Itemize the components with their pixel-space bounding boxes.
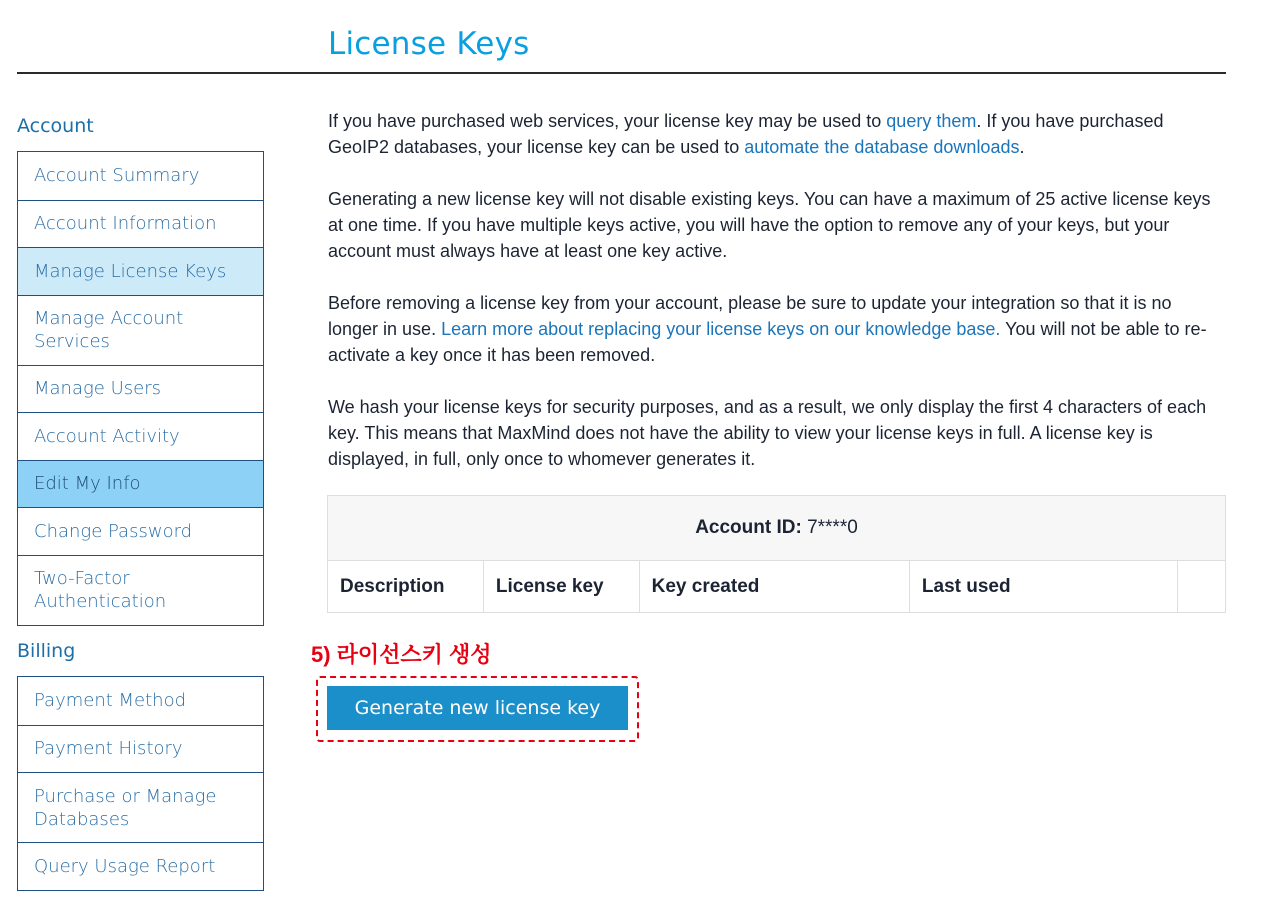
page-title: License Keys xyxy=(328,26,530,62)
sidebar-item-two-factor-authentication[interactable]: Two-Factor Authentication xyxy=(18,555,263,625)
sidebar-account-nav xyxy=(17,151,264,626)
remove-text-2: You will not be able to re-activate a key once it has been removed. xyxy=(328,319,1207,365)
account-id-row xyxy=(328,496,1226,561)
sidebar-item-edit-my-info[interactable]: Edit My Info xyxy=(18,460,263,508)
license-keys-description xyxy=(328,108,1226,498)
sidebar-item-payment-history[interactable]: Payment History xyxy=(18,725,263,773)
generate-info-paragraph: Generating a new license key will not disable existing keys. You can have a maximum of 25 active license keys at one time. If you have multiple keys active, you will have the option to remove any of your keys, but your account must always have at least one key active. xyxy=(328,189,1211,261)
column-header-license-key: License key xyxy=(483,561,639,613)
license-keys-table xyxy=(327,495,1226,613)
annotation-label: 5) 라이선스키 생성 xyxy=(311,642,492,667)
remove-text-1: Before removing a license key from your account, please be sure to update your integration so that it is no longer in use. xyxy=(328,293,1172,339)
sidebar-item-payment-method[interactable]: Payment Method xyxy=(34,690,187,712)
account-id-value: 7****0 xyxy=(807,517,858,538)
column-header-key-created: Key created xyxy=(639,561,909,613)
intro-text-3: . xyxy=(1019,137,1025,157)
intro-text-1: If you have purchased web services, your license key may be used to xyxy=(328,111,887,131)
sidebar-heading-billing: Billing xyxy=(17,640,76,662)
hash-info-paragraph: We hash your license keys for security purposes, and as a result, we only display the first 4 characters of each key. This means that MaxMind does not have the ability to view your license keys in full. A license key is displayed, in full, only once to whomever generates it. xyxy=(328,397,1207,469)
sidebar-item-account-information[interactable]: Account Information xyxy=(18,200,263,248)
sidebar-item-manage-license-keys[interactable]: Manage License Keys xyxy=(18,247,263,295)
title-divider xyxy=(17,72,1226,74)
automate-downloads-link[interactable]: automate the database downloads xyxy=(744,137,1020,157)
sidebar-item-account-activity[interactable]: Account Activity xyxy=(18,412,263,460)
table-header-row xyxy=(328,561,1226,613)
column-header-actions xyxy=(1178,561,1226,613)
sidebar-billing-nav xyxy=(17,676,264,891)
sidebar-heading-account: Account xyxy=(17,115,94,137)
sidebar-item-change-password[interactable]: Change Password xyxy=(18,507,263,555)
sidebar-item-manage-users[interactable]: Manage Users xyxy=(18,365,263,413)
sidebar-item-purchase-or-manage-databases[interactable]: Purchase or Manage Databases xyxy=(18,772,263,842)
sidebar-item-account-summary[interactable]: Account Summary xyxy=(34,165,200,187)
intro-text-2: . If you have purchased GeoIP2 databases, your license key can be used to xyxy=(328,111,1164,157)
column-header-last-used: Last used xyxy=(909,561,1177,613)
sidebar-item-query-usage-report[interactable]: Query Usage Report xyxy=(18,842,263,890)
column-header-description: Description xyxy=(328,561,484,613)
intro-paragraph xyxy=(328,108,1226,160)
generate-license-key-button[interactable]: Generate new license key xyxy=(327,686,628,730)
remove-info-paragraph xyxy=(328,290,1226,368)
query-them-link[interactable]: query them xyxy=(886,111,977,131)
sidebar-item-manage-account-services[interactable]: Manage Account Services xyxy=(18,295,263,365)
account-id-label: Account ID: xyxy=(695,517,802,538)
knowledge-base-link[interactable]: Learn more about replacing your license keys on our knowledge base. xyxy=(441,319,1001,339)
